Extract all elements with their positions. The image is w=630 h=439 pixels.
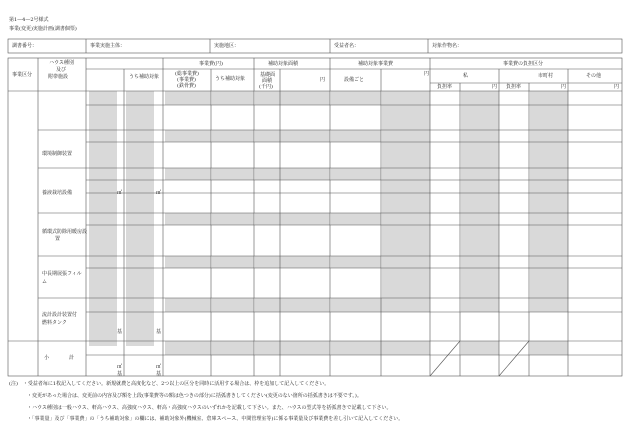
col-burden: 事業費の負担区分: [503, 61, 544, 67]
column-headers: [12, 59, 619, 90]
row-climate-control: 環境制御装置: [42, 151, 73, 157]
row-tank-unit-2: 基: [156, 329, 162, 335]
col-project-cost: 事業費(円): [199, 61, 223, 67]
col-unit-yen-1: 円: [320, 77, 326, 83]
row-film: 中長期展張フィル: [42, 271, 82, 277]
row-hydroponic-unit-2: ㎡: [156, 190, 162, 196]
col-subsidy-cost: 補助対象事業費: [358, 61, 394, 67]
col-infra: 基礎面: [260, 72, 276, 78]
row-hydroponic-unit-1: ㎡: [117, 190, 123, 196]
survey-no-label: 調書番号：: [12, 43, 38, 49]
row-subtotal: 小 計: [44, 355, 75, 361]
col-burden-rate-2: 負担率: [506, 84, 522, 90]
col-private: 私: [463, 73, 469, 79]
col-unit-yen-2: 円: [424, 71, 430, 77]
col-burden-rate-1: 負担率: [437, 84, 453, 90]
note-3: ・ハウス種別は一般ハウス、軒高ハウス、高強度ハウス、軒高・高強度ハウスのいずれかを記載して下さい。また、ハウスの型式等を括弧書きで記載して下さい。: [27, 405, 392, 411]
beneficiary-label: 受益者名：: [334, 43, 360, 49]
col-unit-yen-4: 円: [561, 84, 567, 90]
form-title: 事業(変更)実施計画(調書個票): [9, 26, 77, 32]
row-tank-unit-1: 基: [117, 329, 123, 335]
col-total-cost: (総事業費): [175, 71, 199, 77]
col-other: その他: [586, 73, 602, 79]
row-subtotal-unit-2: ㎡: [156, 364, 162, 370]
implementer-label: 事業実施主体：: [90, 43, 126, 49]
note-2: ・変更があった場合は、変更前の内容及び額を上段(事業費等の額は色つきの部分)に括弧書きしてください(変更のない箇所の括弧書きは不要です。)。: [27, 393, 362, 399]
col-subsidy-target: うち補助対象: [129, 74, 160, 80]
col-project-category: 事業区分: [12, 72, 33, 78]
row-heating-2: 置: [55, 236, 61, 242]
col-house-type: ハウス種別: [49, 60, 74, 66]
col-subsidy-area: 補助対象面積: [268, 61, 299, 67]
crop-label: 対象作物名：: [432, 43, 463, 49]
row-subtotal-unit-4: 基: [156, 371, 162, 377]
col-unit-yen-5: 円: [614, 84, 620, 90]
col-infra-3: (千円): [259, 84, 273, 90]
row-film-2: ム: [42, 279, 48, 285]
row-heating: 循環式防除用暖房設: [42, 229, 88, 235]
row-tank: 流計設計装置付: [42, 312, 78, 318]
col-total-cost-2: (事業費): [177, 77, 196, 83]
row-subtotal-unit-1: ㎡: [117, 364, 123, 370]
row-hydroponic: 養液栽培設備: [42, 190, 73, 196]
area-label: 実施地区：: [214, 43, 240, 49]
col-municipality: 市町村: [538, 73, 554, 79]
row-subtotal-unit-3: 基: [117, 371, 123, 377]
row-tank-2: 燃料タンク: [42, 320, 67, 326]
col-per-facility: 設備ごと: [344, 77, 365, 83]
shaded-cells: [89, 91, 568, 355]
col-total-cost-3: (鉄骨費): [177, 83, 196, 89]
col-subsidy-target-2: うち補助対象: [215, 76, 246, 82]
note-4: ・「事業量」及び「事業費」の「うち補助対象」の欄には、補助対象外(機械室、倉庫スペース、中間管理室等)に係る事業量及び事業費を差し引いて記入してください。: [27, 416, 404, 422]
col-unit-yen-3: 円: [492, 84, 498, 90]
col-house-type-2: 及び: [56, 67, 67, 73]
form-id: 第1—4—2号様式: [9, 17, 49, 23]
col-infra-2: 面積: [262, 78, 273, 84]
col-house-type-3: 附帯施設: [48, 74, 69, 80]
note-1: (注) ・受益者毎に1枚記入してください。新規就農と高度化など、2つ以上の区分を同時に活用する場合は、枠を追加して記入してください。: [9, 381, 330, 387]
